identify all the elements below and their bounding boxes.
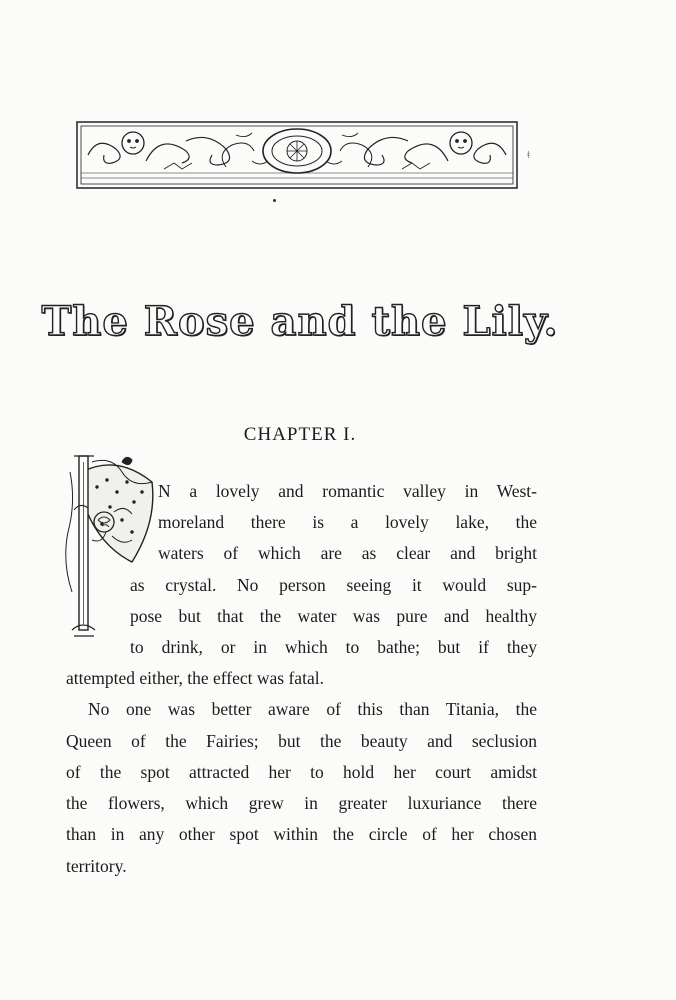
- page-title: [0, 298, 600, 345]
- paragraph1-line-3: waters of which are as clear and bright: [158, 543, 537, 563]
- paragraph1-line-5: pose but that the water was pure and healthy: [130, 606, 537, 626]
- ornamental-headpiece: [76, 121, 518, 189]
- paragraph2-line-2: Queen of the Fairies; but the beauty and seclusion: [66, 731, 537, 751]
- chapter-heading: CHAPTER I.: [243, 424, 357, 445]
- paragraph1-line-7: attempted either, the effect was fatal.: [66, 668, 324, 688]
- paragraph1-line-4: as crystal. No person seeing it would sup-: [130, 575, 537, 595]
- paragraph2-line-5: than in any other spot within the circle of her chosen: [66, 824, 537, 844]
- paragraph2-line-4: the flowers, which grew in greater luxuriance there: [66, 793, 537, 813]
- title-text: The Rose and the Lily.: [41, 298, 559, 345]
- paragraph2-line-1: No one was better aware of this than Titania, the: [88, 699, 537, 719]
- paragraph2-line-3: of the spot attracted her to hold her court amidst: [66, 762, 537, 782]
- margin-mark-icon: ǂ: [527, 149, 530, 161]
- paragraph2-line-6: territory.: [66, 856, 127, 876]
- paragraph1-line-6: to drink, or in which to bathe; but if they: [130, 637, 537, 657]
- paragraph1-line-2: moreland there is a lovely lake, the: [158, 512, 537, 532]
- ink-dot: [273, 199, 276, 202]
- paragraph1-line-1: N a lovely and romantic valley in West-: [158, 481, 537, 501]
